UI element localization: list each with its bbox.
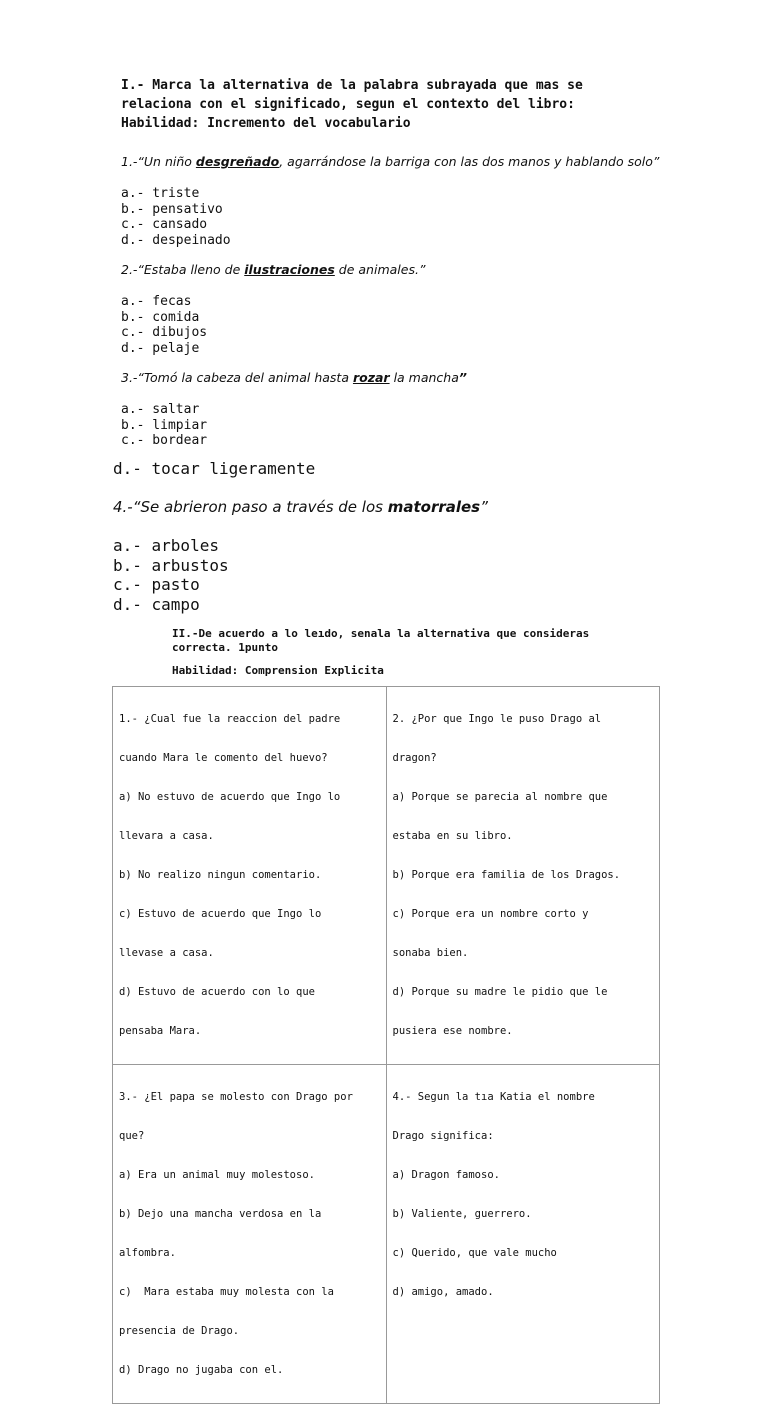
cell-line: a) Era un animal muy molestoso. bbox=[119, 1169, 315, 1181]
cell-line: d) Estuvo de acuerdo con lo que bbox=[119, 986, 315, 998]
question-cell bbox=[386, 687, 660, 1065]
cell-line: c) Mara estaba muy molesta con la bbox=[119, 1286, 334, 1298]
cell-line: 4.- Segun la tıa Katia el nombre bbox=[392, 1091, 595, 1103]
question-text: 3.-“Tomó la cabeza del animal hasta bbox=[121, 370, 353, 385]
cell-line: 2. ¿Por que Ingo le puso Drago al bbox=[392, 713, 602, 725]
cell-line: sonaba bien. bbox=[392, 947, 469, 959]
question-cell bbox=[386, 1065, 660, 1404]
cell-line: Drago significa: bbox=[392, 1130, 494, 1142]
question-text: ” bbox=[480, 498, 488, 516]
cell-line: 3.- ¿El papa se molesto con Drago por bbox=[119, 1091, 353, 1103]
cell-line: a) No estuvo de acuerdo que Ingo lo bbox=[119, 791, 341, 803]
question-1-options bbox=[121, 186, 231, 248]
question-2-options bbox=[121, 294, 207, 356]
question-text: 2.-“Estaba lleno de bbox=[121, 262, 245, 277]
option: a.- fecas bbox=[121, 294, 192, 309]
question-3-option-d: d.- tocar ligeramente bbox=[113, 459, 316, 478]
cell-line: d) Drago no jugaba con el. bbox=[119, 1364, 284, 1376]
underlined-word: ilustraciones bbox=[244, 262, 335, 277]
cell-line: c) Porque era un nombre corto y bbox=[392, 908, 589, 920]
option: b.- pensativo bbox=[121, 201, 223, 217]
cell-line: llevase a casa. bbox=[119, 947, 214, 959]
option: c.- cansado bbox=[121, 217, 208, 232]
cell-line: 1.- ¿Cual fue la reaccion del padre bbox=[119, 713, 341, 725]
cell-line: dragon? bbox=[392, 752, 437, 764]
question-3: 3.-“Tomó la cabeza del animal hasta rozar la mancha” bbox=[121, 370, 467, 385]
cell-line: d) Porque su madre le pidio que le bbox=[392, 986, 608, 998]
underlined-word: desgreñado bbox=[195, 154, 280, 169]
question-text: , agarrándose la barriga con las dos manos y hablando solo” bbox=[279, 154, 660, 169]
cell-line: estaba en su libro. bbox=[392, 830, 513, 842]
section2-skill: Habilidad: Comprension Explicita bbox=[172, 664, 384, 677]
option: c.- dibujos bbox=[121, 325, 208, 340]
option: d.- pelaje bbox=[121, 340, 200, 356]
title-line: correcta. 1punto bbox=[172, 641, 278, 654]
question-text: 4.-“Se abrieron paso a través de los bbox=[113, 498, 388, 516]
header-line: I.- Marca la alternativa de la palabra subrayada que mas se bbox=[121, 78, 583, 93]
cell-line: c) Querido, que vale mucho bbox=[392, 1247, 557, 1259]
bold-word: matorrales bbox=[387, 498, 481, 516]
title-line: II.-De acuerdo a lo leıdo, senala la alternativa que consideras bbox=[172, 627, 590, 640]
cell-line: b) No realizo ningun comentario. bbox=[119, 869, 322, 881]
option: c.- pasto bbox=[113, 575, 200, 594]
cell-line: llevara a casa. bbox=[119, 830, 214, 842]
question-4 bbox=[113, 498, 488, 516]
option: d.- campo bbox=[113, 594, 200, 614]
cell-line: cuando Mara le comento del huevo? bbox=[119, 752, 328, 764]
question-1 bbox=[121, 154, 659, 169]
question-text: de animales.” bbox=[334, 262, 426, 277]
cell-line: que? bbox=[119, 1130, 145, 1142]
header-line: Habilidad: Incremento del vocabulario bbox=[121, 116, 411, 131]
cell-line: b) Valiente, guerrero. bbox=[392, 1208, 532, 1220]
table-row bbox=[113, 1065, 660, 1404]
cell-line: c) Estuvo de acuerdo que Ingo lo bbox=[119, 908, 322, 920]
question-text: la mancha bbox=[389, 370, 459, 385]
option: a.- saltar bbox=[121, 402, 200, 417]
questions-table bbox=[112, 686, 660, 1404]
cell-line: a) Dragon famoso. bbox=[392, 1169, 500, 1181]
cell-line: b) Dejo una mancha verdosa en la bbox=[119, 1208, 322, 1220]
cell-line: presencia de Drago. bbox=[119, 1325, 240, 1337]
cell-line: pusiera ese nombre. bbox=[392, 1025, 513, 1037]
cell-line: b) Porque era familia de los Dragos. bbox=[392, 869, 621, 881]
cell-line: d) amigo, amado. bbox=[392, 1286, 494, 1298]
question-cell bbox=[113, 687, 387, 1065]
question-2 bbox=[121, 262, 425, 277]
question-cell bbox=[113, 1065, 387, 1404]
question-3-options bbox=[121, 402, 207, 449]
section1-header bbox=[121, 76, 583, 133]
header-line: relaciona con el significado, segun el contexto del libro: bbox=[121, 97, 575, 112]
question-text: 1.-“Un niño bbox=[121, 154, 196, 169]
cell-line: alfombra. bbox=[119, 1247, 176, 1259]
cell-line: pensaba Mara. bbox=[119, 1025, 202, 1037]
option: b.- comida bbox=[121, 309, 200, 325]
table-row bbox=[113, 687, 660, 1065]
underlined-word: rozar bbox=[352, 370, 390, 385]
option: b.- arbustos bbox=[113, 555, 229, 575]
option: b.- limpiar bbox=[121, 417, 208, 433]
option: d.- despeinado bbox=[121, 232, 231, 248]
cell-line: a) Porque se parecia al nombre que bbox=[392, 791, 608, 803]
question-4-options bbox=[113, 536, 229, 614]
option: c.- bordear bbox=[121, 433, 208, 448]
option: a.- triste bbox=[121, 186, 200, 201]
section2-title bbox=[172, 627, 589, 655]
option: a.- arboles bbox=[113, 536, 219, 555]
